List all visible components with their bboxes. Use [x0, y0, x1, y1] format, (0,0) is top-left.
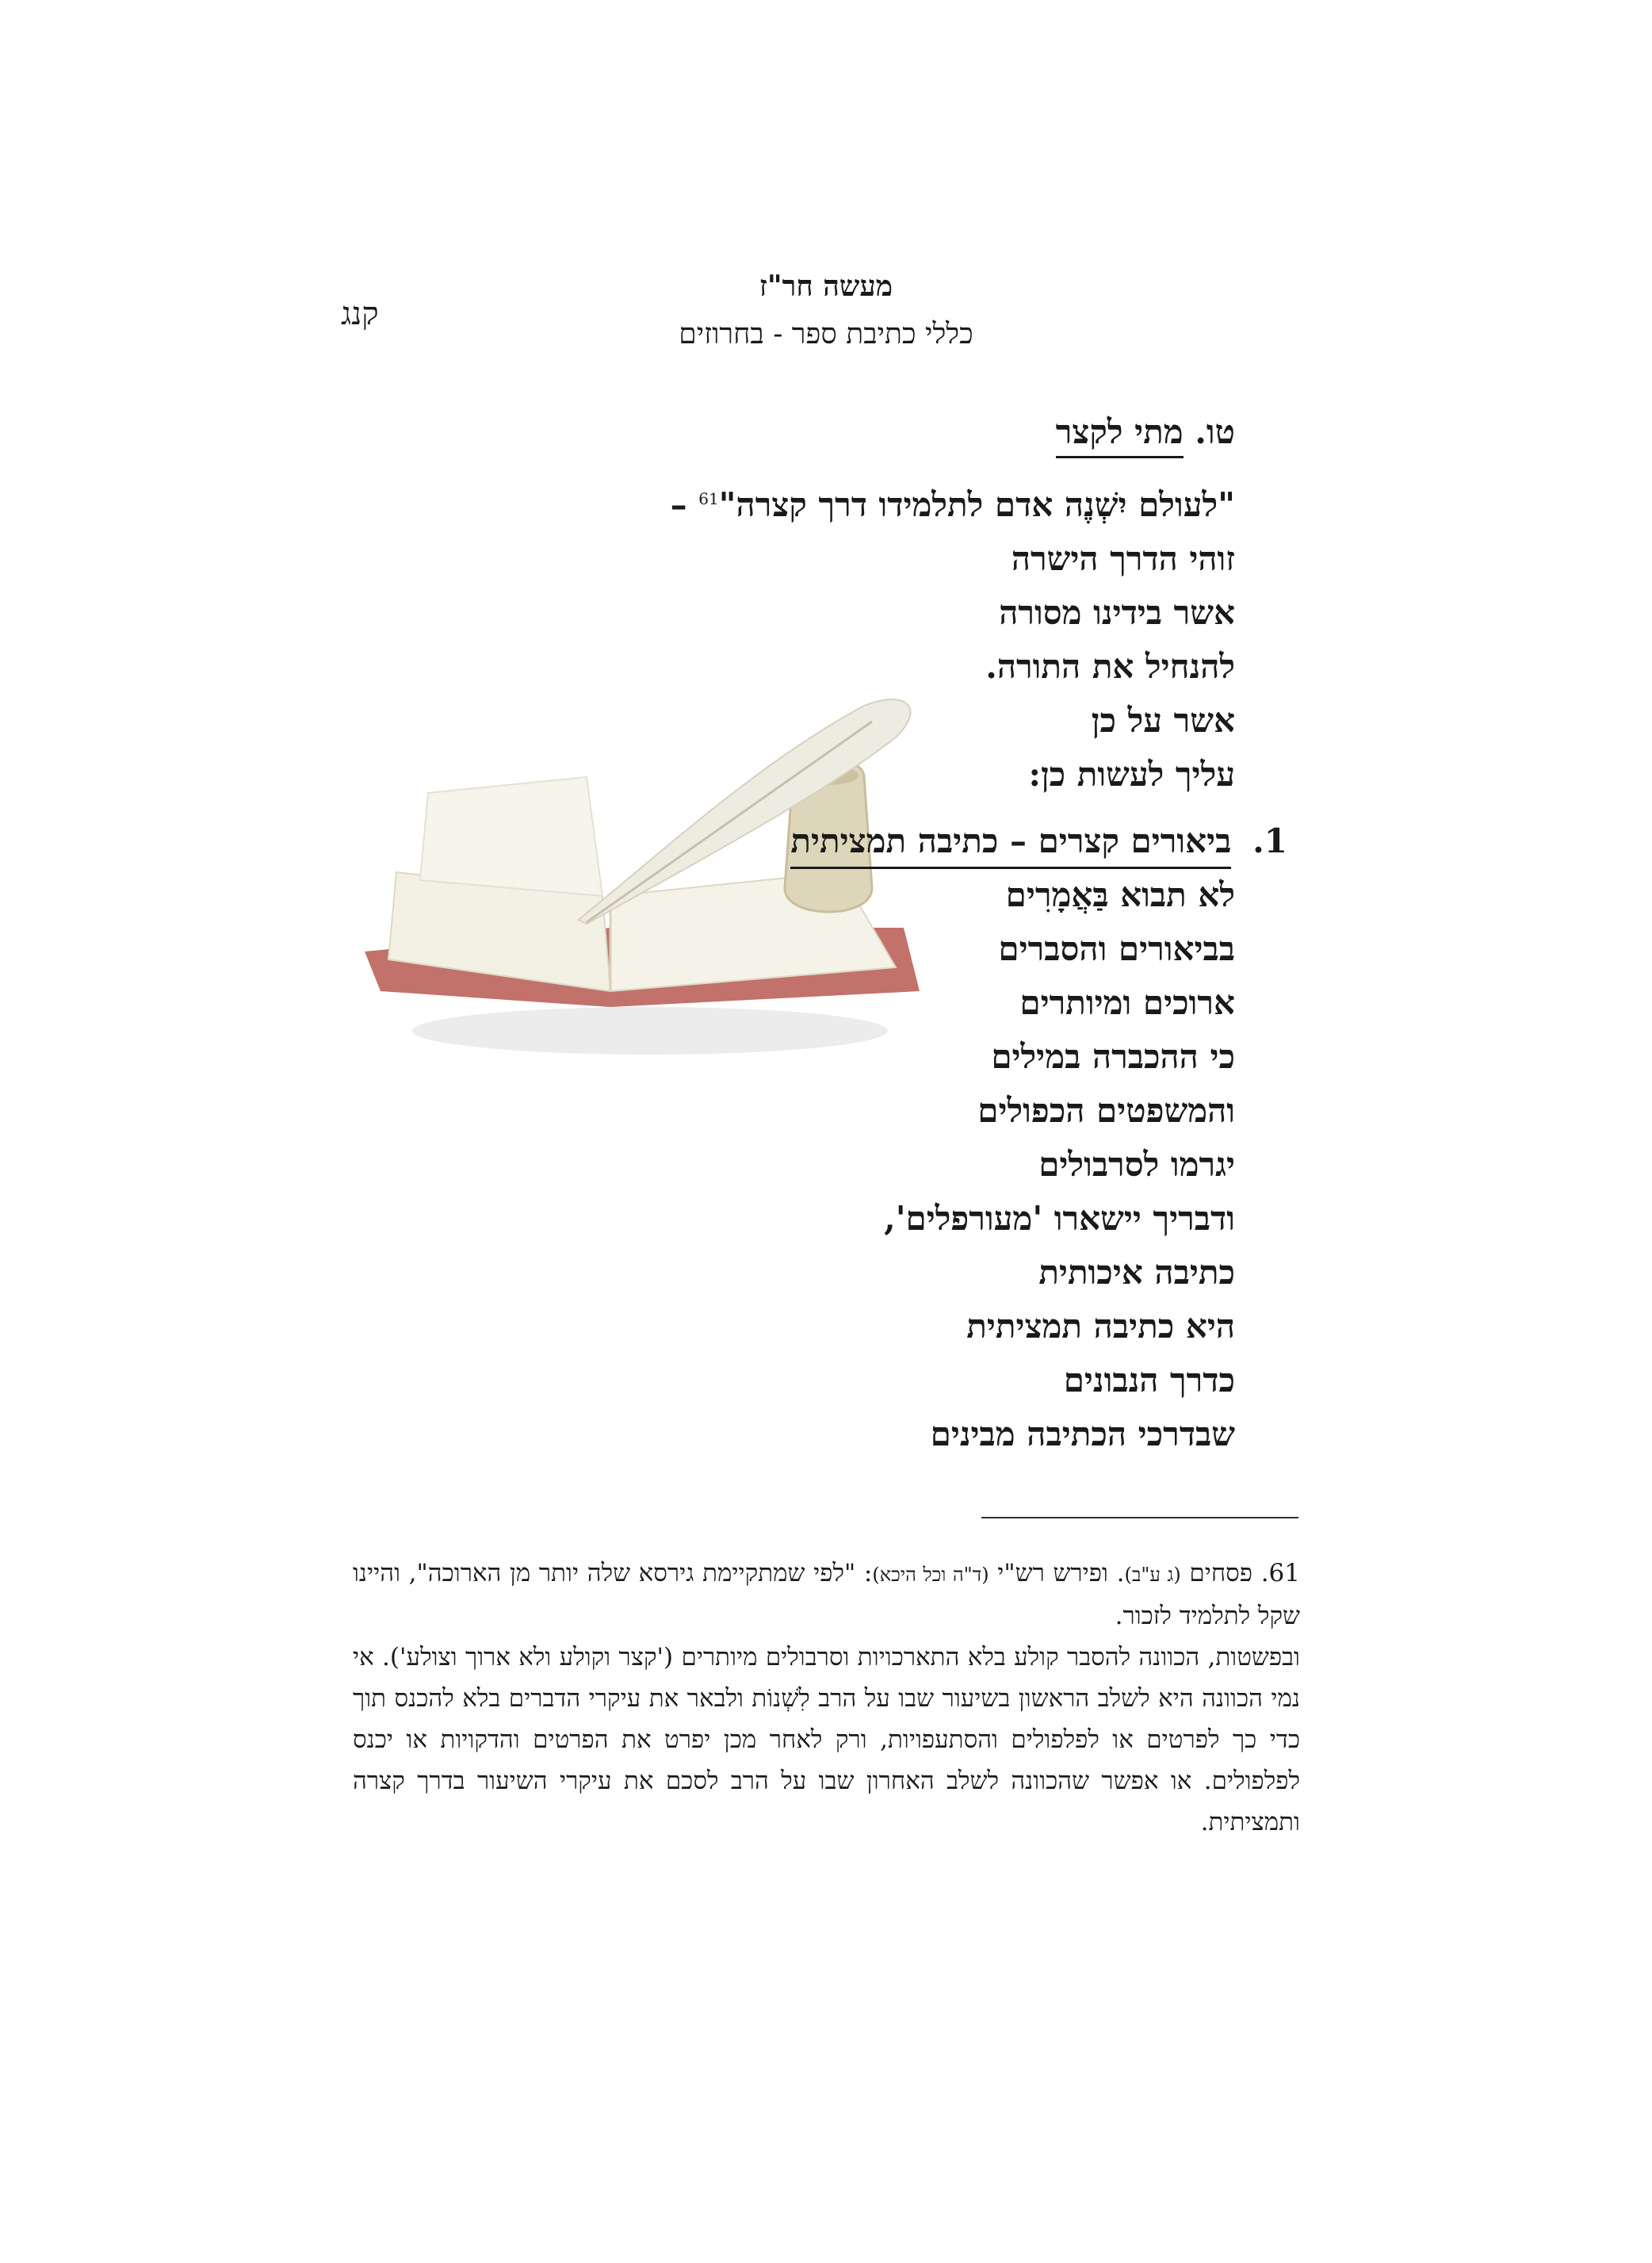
section-title: מתי לקצר — [1056, 412, 1184, 458]
quill-inkwell-book-illustration — [349, 690, 935, 1063]
running-title: מעשה חר"ז — [759, 270, 893, 303]
verse-line: כדרך הנבונים — [1063, 1361, 1235, 1400]
subsection-title: ביאורים קצרים – כתיבה תמציתית — [790, 821, 1231, 869]
verse-line: ארוכים ומיותרים — [1019, 983, 1235, 1022]
verse-line: להנחיל את התורה. — [985, 647, 1235, 686]
subsection-number: 1. — [1252, 821, 1287, 860]
verse-line: והמשפטים הכפולים — [977, 1091, 1235, 1130]
verse-line: כתיבה איכותית — [1038, 1253, 1235, 1292]
section-heading — [1056, 412, 1235, 452]
footnote-source: פסחים — [1189, 1559, 1253, 1587]
footnotes — [353, 1553, 1300, 1843]
footnote-rashi: . ופירש רש"י — [997, 1559, 1125, 1587]
page-number: קנג — [341, 296, 379, 332]
verse-line: ודבריך יישארו 'מעורפלים', — [884, 1199, 1235, 1238]
running-subtitle: כללי כתיבת ספר - בחרוזים — [679, 318, 973, 350]
intro-dash: – — [670, 485, 687, 524]
verse-line: בביאורים והסברים — [998, 929, 1235, 968]
footnote-source-ref: (ג ע"ב) — [1124, 1564, 1181, 1586]
footnote-rashi-ref: (ד"ה וכל היכא) — [872, 1564, 989, 1586]
verse-line: אשר על כן — [1091, 701, 1235, 740]
verse-line: אשר בידינו מסורה — [999, 593, 1235, 632]
subsection-heading — [790, 821, 1287, 861]
section-label: טו. — [1195, 412, 1235, 451]
verse-line: שבדרכי הכתיבה מבינים — [930, 1415, 1235, 1453]
verse-line: לא תבוא בַּאֲמָרִים — [1005, 875, 1235, 914]
verse-line: זוהי הדרך הישרה — [1011, 539, 1235, 578]
verse-line: עליך לעשות כן: — [1028, 755, 1235, 794]
footnote-61 — [353, 1553, 1300, 1637]
intro-quote: "לעולם יִשְׁנֶה אדם לתלמידו דרך קצרה" — [718, 485, 1235, 524]
footnote-number: 61. — [1260, 1559, 1300, 1587]
verse-line: יגרמו לסרבולים — [1038, 1145, 1235, 1184]
footnote-text: : "לפי שמתקיימת גירסא שלה יותר מן הארוכה", והיינו שקל לתלמיד לזכור. — [353, 1559, 1300, 1630]
footnote-paragraph: ובפשטות, הכוונה להסבר קולע בלא התארכויות וסרבולים מיותרים ('קצר וקולע ולא ארוך וצולע'). אי נמי הכוונה היא לשלב הראשון בשיעור שבו על הרב לִשְׁנוֹת ולבאר את עיקרי הדברים בלא להכנס תוך כדי כך לפרטים או לפלפולים והסתעפויות, ורק לאחר מכן יפרט את הפרטים והדקויות או יכנס לפלפולים. או אפשר שהכוונה לשלב האחרון שבו על הרב לסכם את עיקרי השיעור בדרך קצרה ותמציתית. — [353, 1643, 1300, 1836]
verse-line: היא כתיבה תמציתית — [966, 1307, 1235, 1346]
footnote-ref: 61 — [698, 489, 719, 508]
verse-line: כי ההכברה במילים — [991, 1037, 1235, 1076]
intro-quote-line — [671, 485, 1235, 525]
footnote-separator — [981, 1517, 1298, 1518]
